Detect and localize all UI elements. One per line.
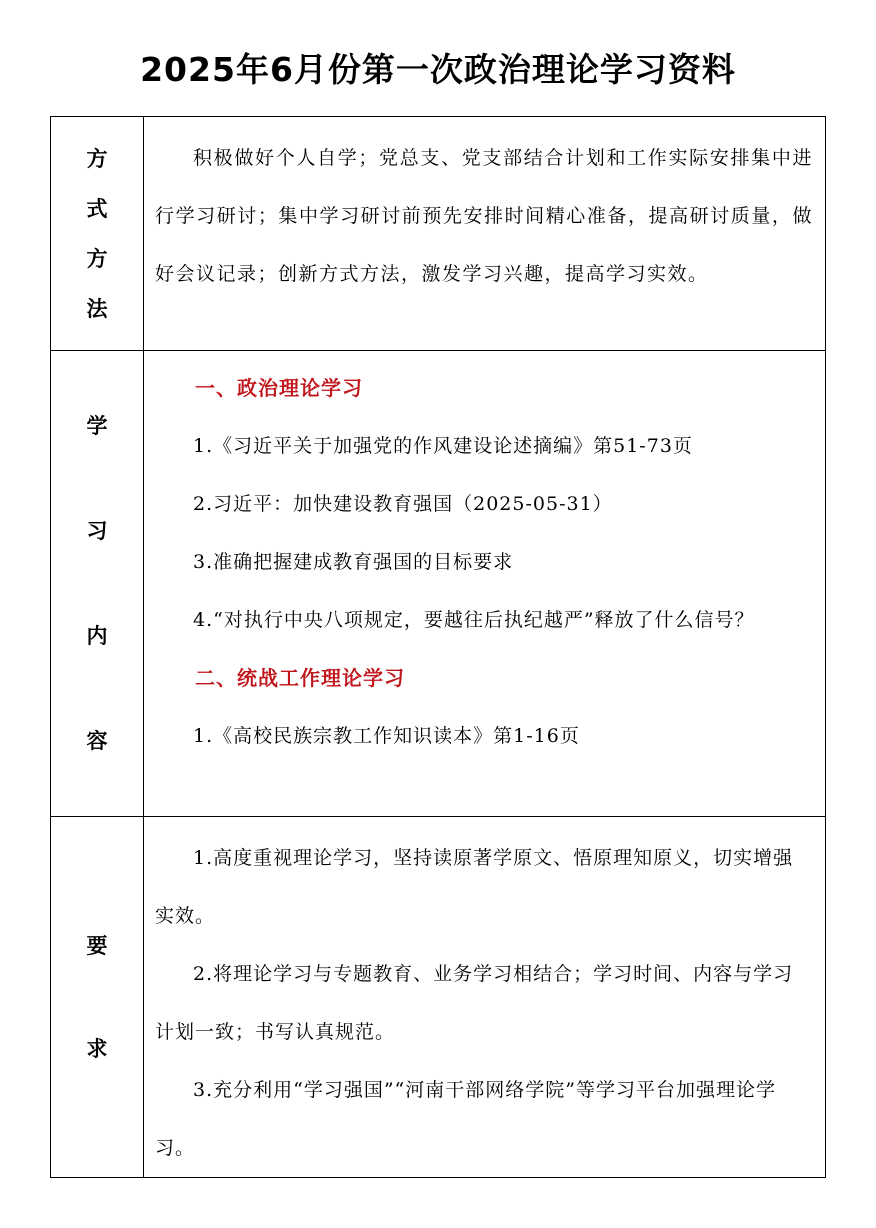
method-label-cell	[51, 117, 144, 351]
method-label-char: 式	[86, 196, 108, 221]
study-table	[50, 116, 826, 1178]
content-block	[155, 351, 813, 765]
requirements-body-cell	[144, 817, 826, 1178]
document-title: 2025年6月份第一次政治理论学习资料	[140, 50, 736, 89]
section-heading-united-front: 二、统战工作理论学习	[195, 666, 405, 690]
list-item: 3.准确把握建成教育强国的目标要求	[193, 551, 514, 573]
requirements-label	[51, 934, 143, 1061]
content-label-char: 习	[86, 519, 108, 543]
requirement-item: 1.高度重视理论学习，坚持读原著学原文、悟原理知原义，切实增强实效。	[155, 847, 794, 927]
content-row	[51, 351, 826, 817]
content-body-cell	[144, 351, 826, 817]
requirement-item: 2.将理论学习与专题教育、业务学习相结合；学习时间、内容与学习计划一致；书写认真规范。	[155, 963, 794, 1043]
method-text: 积极做好个人自学；党总支、党支部结合计划和工作实际安排集中进行学习研讨；集中学习研讨前预先安排时间精心准备，提高研讨质量，做好会议记录；创新方式方法，激发学习兴趣，提高学习实效。	[155, 147, 813, 285]
content-label-cell	[51, 351, 144, 817]
requirements-label-char: 要	[86, 933, 108, 958]
content-label	[51, 414, 143, 753]
method-label-char: 方	[86, 246, 108, 271]
requirements-block	[155, 817, 813, 1177]
method-row	[51, 117, 826, 351]
content-label-char: 容	[86, 729, 108, 753]
list-item: 4.“对执行中央八项规定，要越往后执纪越严”释放了什么信号？	[193, 609, 755, 631]
content-label-char: 学	[86, 414, 108, 438]
method-label	[51, 147, 143, 321]
method-content-cell	[144, 117, 826, 351]
requirements-row	[51, 817, 826, 1178]
list-item: 1.《习近平关于加强党的作风建设论述摘编》第51-73页	[193, 435, 693, 457]
requirements-label-cell	[51, 817, 144, 1178]
section-heading-politics: 一、政治理论学习	[195, 376, 363, 400]
list-item: 1.《高校民族宗教工作知识读本》第1-16页	[193, 725, 580, 747]
content-label-char: 内	[86, 624, 108, 648]
list-item: 2.习近平：加快建设教育强国（2025-05-31）	[193, 493, 613, 515]
method-label-char: 方	[86, 146, 108, 171]
requirements-label-char: 求	[86, 1036, 108, 1061]
requirement-item: 3.充分利用“学习强国”“河南干部网络学院”等学习平台加强理论学习。	[155, 1079, 776, 1159]
method-label-char: 法	[86, 296, 108, 321]
